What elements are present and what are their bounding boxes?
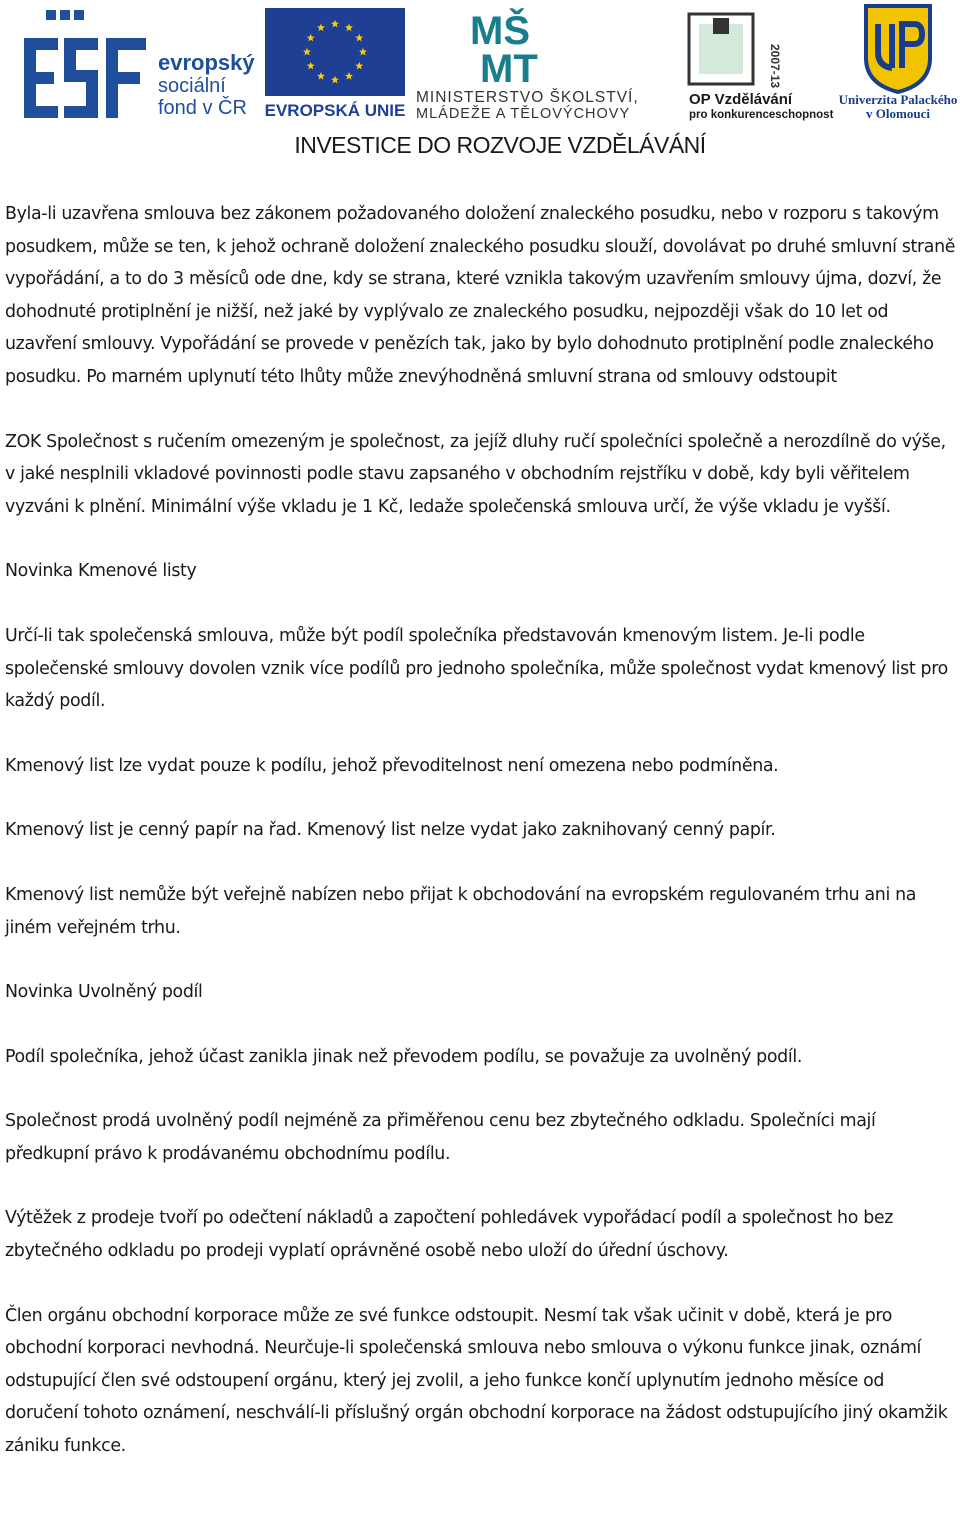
paragraph-2: ZOK Společnost s ručením omezeným je společnost, za jejíž dluhy ručí společníci společně a nerozdílně do výše, v jaké nesplnili vkladové povinnosti podle stavu zapsaného v obchodním rejstříku v době, kdy byli věřitelem vyzváni k plnění. Minimální výše vkladu je 1 Kč, ledaže společenská smlouva určí, že výše vkladu je vyšší.	[5, 431, 946, 517]
tagline-text: INVESTICE DO ROZVOJE VZDĚLÁVÁNÍ	[294, 132, 706, 158]
document-body	[5, 198, 960, 1463]
paragraph-10: Společnost prodá uvolněný podíl nejméně za přiměřenou cenu bez zbytečného odkladu. Společníci mají předkupní právo k prodávanému obchodnímu podílu.	[5, 1111, 876, 1164]
heading-uvolneny-podil: Novinka Uvolněný podíl	[5, 982, 203, 1003]
msmt-line1: MINISTERSTVO ŠKOLSTVÍ,	[416, 89, 639, 106]
msmt-monogram-bottom: MT	[480, 47, 538, 91]
paragraph-7: Kmenový list nemůže být veřejně nabízen nebo přijat k obchodování na evropském regulovaném trhu ani na jiném veřejném trhu.	[5, 884, 917, 938]
msmt-line2: MLÁDEŽE A TĚLOVÝCHOVY	[416, 106, 631, 122]
op-line2: pro konkurenceschopnost	[689, 109, 834, 121]
paragraph-1: Byla-li uzavřena smlouva bez zákonem požadovaného doložení znaleckého posudku, nebo v rozporu s takovým posudkem, může se ten, k jehož ochraně doložení znaleckého posudku slouží, dovolávat po druhé smluvní straně vypořádání, a to do 3 měsíců ode dne, kdy se strana, které vznikla takovým uzavřením smlouvy újma, dozví, že dohodnuté protiplnění je nižší, než jaké by vyplývalo ze znaleckého posudku, nejpozději však do 10 let od uzavření smlouvy. Vypořádání se provede v penězích tak, jako by bylo dohodnuto protiplnění podle znaleckého posudku. Po marném uplynutí této lhůty může znevýhodněná smluvní strana od smlouvy odstoupit	[5, 204, 956, 387]
op-vzdelavani-logo	[685, 8, 834, 121]
msmt-monogram-top: MŠ	[470, 9, 530, 53]
paragraph-6: Kmenový list je cenný papír na řad. Kmenový list nelze vydat jako zaknihovaný cenný papír.	[5, 820, 776, 841]
heading-kmenove-listy: Novinka Kmenové listy	[5, 561, 197, 582]
paragraph-5: Kmenový list lze vydat pouze k podílu, jehož převoditelnost není omezena nebo podmíněna.	[5, 755, 779, 776]
paragraph-12: Člen orgánu obchodní korporace může ze své funkce odstoupit. Nesmí tak však učinit v době, která je pro obchodní korporaci nevhodná. Neurčuje-li společenská smlouva nebo smlouva o výkonu funkce jinak, oznámí odstupující člen své odstoupení orgánu, který jej zvolil, a jeho funkce končí uplynutím jednoho měsíce od doručení tohoto oznámení, neschválí-li příslušný orgán obchodní korporace na žádost odstupujícího jiný okamžik zániku funkce.	[5, 1305, 948, 1457]
paragraph-4: Určí-li tak společenská smlouva, může být podíl společníka představován kmenovým listem. Je-li podle společenské smlouvy dovolen vznik více podílů pro jednoho společníka, může společnost vydat kmenový list pro každý podíl.	[5, 625, 948, 712]
op-line1: OP Vzdělávání	[689, 91, 793, 108]
eu-flag-logo	[265, 8, 405, 120]
msmt-logo	[412, 4, 652, 120]
up-line2: v Olomouci	[866, 106, 930, 121]
esf-line1: evropský	[158, 50, 255, 75]
op-years: 2007-13	[768, 44, 782, 89]
paragraph-9: Podíl společníka, jehož účast zanikla jinak než převodem podílu, se považuje za uvolněný podíl.	[5, 1046, 802, 1067]
esf-logo	[20, 8, 260, 120]
tagline	[0, 132, 960, 159]
esf-line3: fond v ČR	[158, 97, 247, 119]
header-banner	[0, 0, 960, 175]
paragraph-11: Výtěžek z prodeje tvoří po odečtení nákladů a započtení pohledávek vypořádací podíl a společnost ho bez zbytečného odkladu po prodeji vyplatí oprávněné osobě nebo uloží do úřední úschovy.	[5, 1208, 894, 1262]
up-olomouc-logo	[836, 4, 960, 120]
up-line1: Univerzita Palackého	[838, 92, 958, 107]
eu-label: EVROPSKÁ UNIE	[264, 101, 406, 120]
esf-line2: sociální	[158, 75, 226, 97]
